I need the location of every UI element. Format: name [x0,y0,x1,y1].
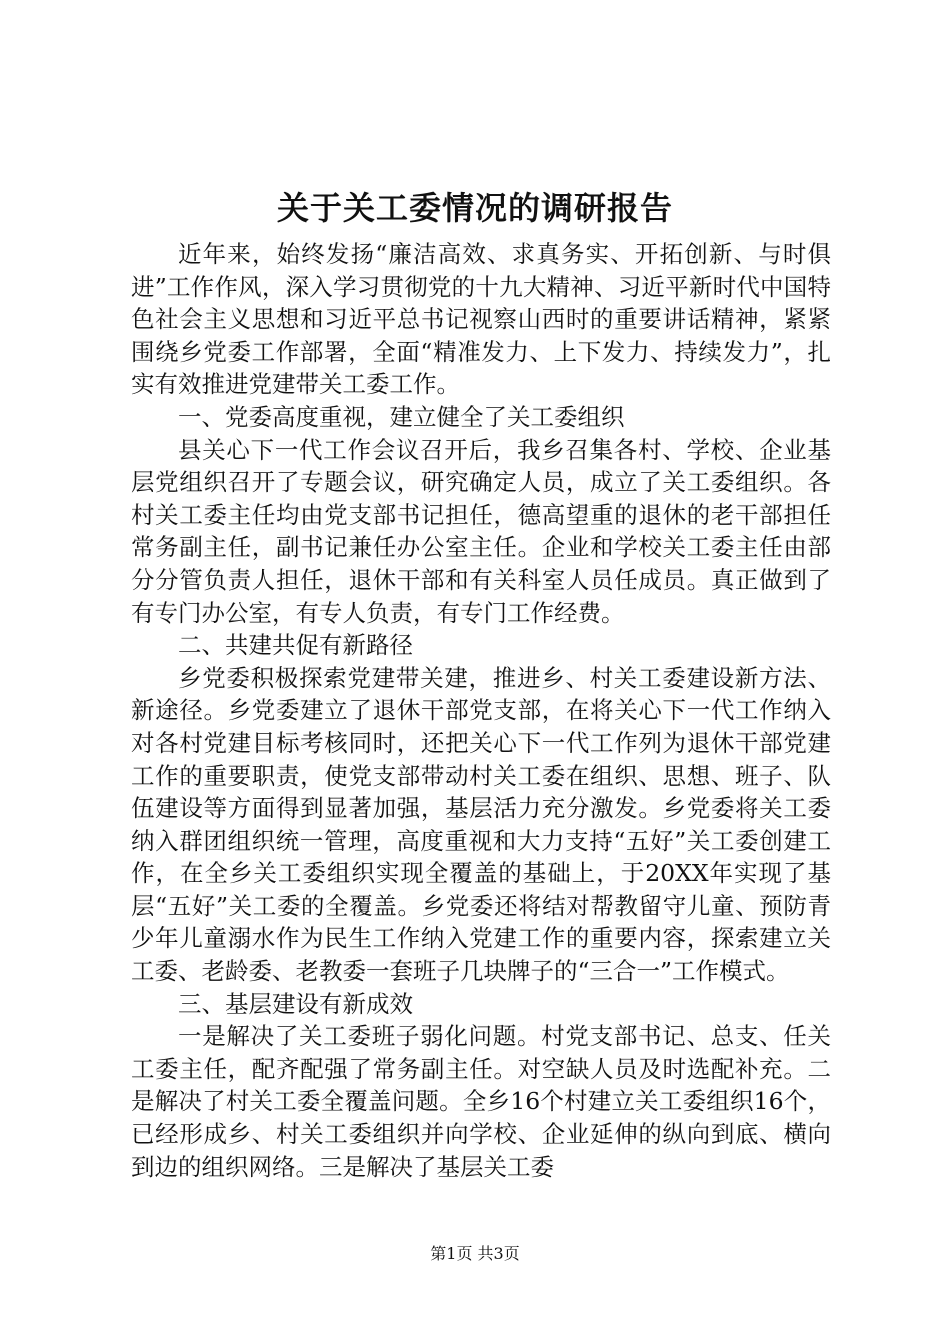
page-footer: 第1页 共3页 [430,1244,520,1263]
document-title: 关于关工委情况的调研报告 [276,189,673,227]
section-heading-1: 一、党委高度重视，建立健全了关工委组织 [178,402,625,431]
paragraph-intro: 近年来，始终发扬“廉洁高效、求真务实、开拓创新、与时俱进”工作作风，深入学习贯彻党的十九大精神、习近平新时代中国特色社会主义思想和习近平总书记视察山西时的重要讲话精神，紧紧围绕乡党委工作部署，全面“精准发力、上下发力、持续发力”，扎实有效推进党建带关工委工作。 [131,240,831,399]
paragraph-section-2: 乡党委积极探索党建带关建，推进乡、村关工委建设新方法、新途径。乡党委建立了退休干部党支部，在将关心下一代工作纳入对各村党建目标考核同时，还把关心下一代工作列为退休干部党建工作的重要职责，使党支部带动村关工委在组织、思想、班子、队伍建设等方面得到显著加强，基层活力充分激发。乡党委将关工委纳入群团组织统一管理，高度重视和大力支持“五好”关工委创建工作，在全乡关工委组织实现全覆盖的基础上，于20XX年实现了基层“五好”关工委的全覆盖。乡党委还将结对帮教留守儿童、预防青少年儿童溺水作为民生工作纳入党建工作的重要内容，探索建立关工委、老龄委、老教委一套班子几块牌子的“三合一”工作模式。 [131,663,831,986]
paragraph-section-1: 县关心下一代工作会议召开后，我乡召集各村、学校、企业基层党组织召开了专题会议，研究确定人员，成立了关工委组织。各村关工委主任均由党支部书记担任，德高望重的退休的老干部担任常务副主任，副书记兼任办公室主任。企业和学校关工委主任由部分分管负责人担任，退休干部和有关科室人员任成员。真正做到了有专门办公室，有专人负责，有专门工作经费。 [131,435,831,627]
section-heading-2: 二、共建共促有新路径 [178,631,413,660]
document-body [131,238,831,1183]
section-heading-3: 三、基层建设有新成效 [178,989,413,1018]
paragraph-section-3: 一是解决了关工委班子弱化问题。村党支部书记、总支、任关工委主任，配齐配强了常务副主任。对空缺人员及时选配补充。二是解决了村关工委全覆盖问题。全乡16个村建立关工委组织16个，已经形成乡、村关工委组织并向学校、企业延伸的纵向到底、横向到边的组织网络。三是解决了基层关工委 [131,1022,831,1181]
